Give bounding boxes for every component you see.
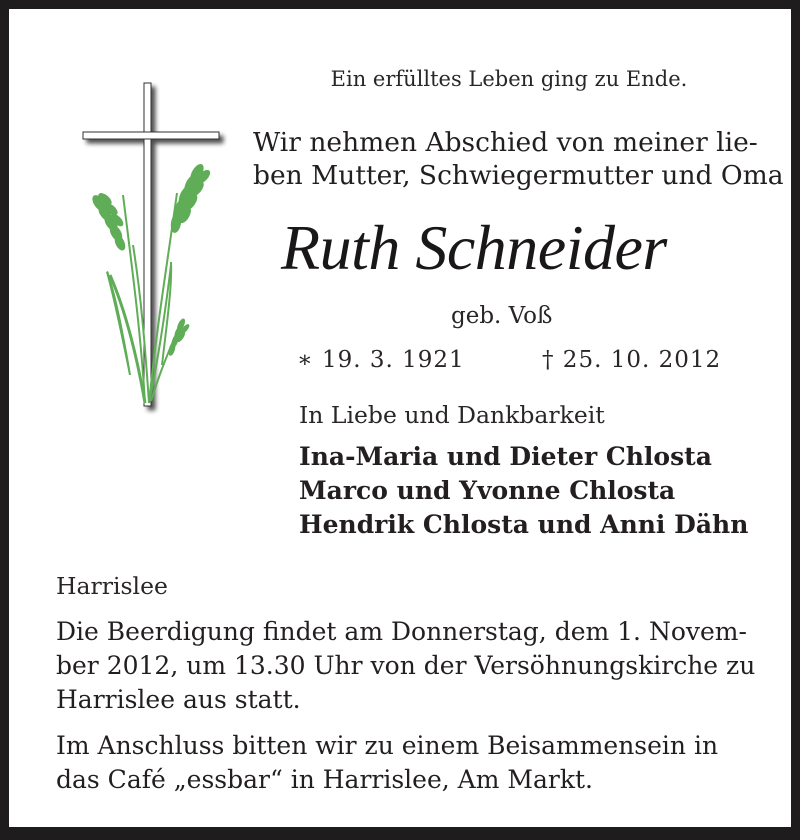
birth-date: ∗ 19. 3. 1921 (297, 347, 465, 373)
reception-line: das Café „essbar“ in Harrislee, Am Markt. (56, 765, 593, 794)
motto: Ein erfülltes Leben ging zu Ende. (330, 67, 688, 91)
birth-name: geb. Voß (451, 303, 553, 329)
funeral-line: Die Beerdigung findet am Donnerstag, dem 1. Novem- (56, 617, 747, 646)
obituary-notice (9, 9, 791, 827)
funeral-line: Harrislee aus statt. (56, 685, 301, 714)
death-date: † 25. 10. 2012 (542, 347, 722, 373)
reception-line: Im Anschluss bitten wir zu einem Beisammensein in (56, 731, 719, 760)
mourner-name: Ina-Maria und Dieter Chlosta (299, 442, 712, 471)
intro-line: Wir nehmen Abschied von meiner lie- (253, 127, 758, 158)
deceased-name: Ruth Schneider (281, 212, 667, 283)
place: Harrislee (56, 572, 168, 600)
mourners-heading: In Liebe und Dankbarkeit (299, 401, 605, 429)
mourners-list (299, 440, 748, 542)
funeral-line: ber 2012, um 13.30 Uhr von der Versöhnungskirche zu (56, 651, 756, 680)
reception-details (56, 729, 761, 797)
intro-text (253, 126, 784, 192)
cross-with-wheat-icon (75, 75, 235, 425)
mourner-name: Hendrik Chlosta und Anni Dähn (299, 510, 749, 539)
mourner-name: Marco und Yvonne Chlosta (299, 476, 676, 505)
funeral-details (56, 615, 761, 717)
intro-line: ben Mutter, Schwiegermutter und Oma (253, 160, 784, 191)
